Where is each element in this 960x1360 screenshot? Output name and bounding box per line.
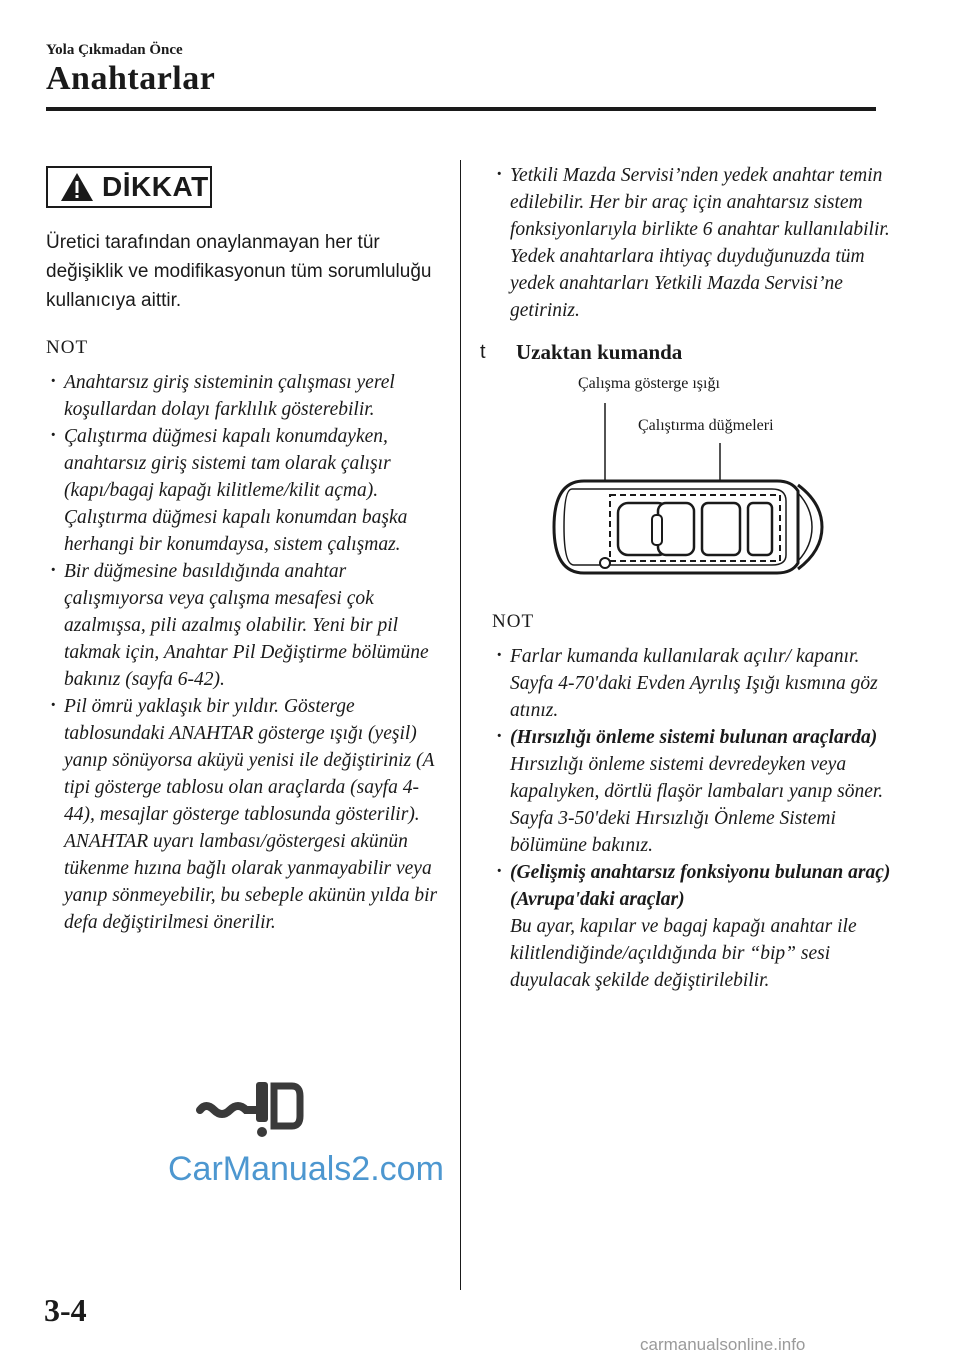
item-text: Bu ayar, kapılar ve bagaj kapağı anahtar ile kilitlendiğinde/açıldığında bir “bip” sesi duyulacak şekilde değiştirilebilir. [510,916,857,991]
section-heading [480,340,892,365]
page-title: Anahtarlar [46,60,216,97]
remote-key-diagram [492,373,872,593]
right-column [480,160,892,994]
caution-text: Üretici tarafından onaylanmayan her tür değişiklik ve modifikasyonun tüm sorumluluğu kullanıcıya aittir. [46,232,432,311]
key-icon [196,1080,306,1140]
section-title: Uzaktan kumanda [516,340,683,364]
caution-box [46,166,212,208]
item-text: Hırsızlığı önleme sistemi devredeyken veya kapalıyken, dörtlü flaşör lambaları yanıp söner. [510,754,884,802]
caution-title: DİKKAT [102,171,209,202]
note-label-right: NOT [492,611,535,632]
list-item [492,859,892,994]
item-text: Sayfa 3-50'deki Hırsızlığı Önleme Sistemi bölümüne bakınız. [510,808,836,856]
remote-key-drawing [492,373,872,593]
item-heading: · (Hırsızlığı önleme sistemi bulunan araçlarda) [510,727,878,748]
list-item [492,724,892,859]
buttons-label: Çalıştırma düğmeleri [638,417,774,434]
list-item: · Anahtarsız giriş sisteminin çalışması yerel koşullardan dolayı farklılık gösterebilir. [46,369,441,423]
watermark-text: CarManuals2.com [168,1150,444,1188]
chapter-title: Yola Çıkmadan Önce [46,42,183,58]
list-item: · Yetkili Mazda Servisi’nden yedek anahtar temin edilebilir. Her bir araç için anahtarsız sistem fonksiyonlarıyla birlikte 6 anahtar kullanılabilir. Yedek anahtarlara ihtiyaç duyduğunuzda tüm yedek anahtarları Yetkili Mazda Servisi’ne getiriniz. [492,162,892,324]
item-heading: · (Gelişmiş anahtarsız fonksiyonu bulunan araç) (Avrupa'daki araçlar) [510,862,891,910]
header-rule [46,107,876,111]
left-column [46,166,441,936]
column-divider [460,160,461,1290]
page-number: 3-4 [44,1292,87,1328]
note-list [46,369,441,936]
list-item: · Bir düğmesine basıldığında anahtar çalışmıyorsa veya çalışma mesafesi çok azalmışsa, pili azalmış olabilir. Yeni bir pil takmak için, Anahtar Pil Değiştirme bölümüne bakınız (sayfa 6-42). [46,558,441,693]
list-item: · Çalıştırma düğmesi kapalı konumdayken, anahtarsız giriş sistemi tam olarak çalışır (kapı/bagaj kapağı kilitleme/kilit açma). Çalıştırma düğmesi kapalı konumdan başka herhangi bir konumdaysa, sistem çalışmaz. [46,423,441,558]
warning-icon [60,172,94,202]
list-item: · Pil ömrü yaklaşık bir yıldır. Gösterge tablosundaki ANAHTAR gösterge ışığı (yeşil) yanıp sönüyorsa aküyü yenisi ile değiştiriniz (A tipi gösterge tablosu olan araçlarda (sayfa 4-44), mesajlar gösterge tablosunda gösterilir). ANAHTAR uyarı lambası/göstergesi akünün tükenme hızına bağlı olarak yanmayabilir veya yanıp sönmeyebilir, bu sebeple akünün yılda bir defa değiştirilmesi önerilir. [46,693,441,936]
footer-site-link[interactable]: carmanualsonline.info [640,1335,806,1354]
indicator-light-label: Çalışma gösterge ışığı [578,375,720,392]
note-list-right [492,643,892,994]
list-item: · Farlar kumanda kullanılarak açılır/ kapanır. Sayfa 4-70'daki Evden Ayrılış Işığı kısmına göz atınız. [492,643,892,724]
note-label: NOT [46,337,89,358]
spare-key-list [492,162,892,324]
section-marker: t [480,341,486,363]
